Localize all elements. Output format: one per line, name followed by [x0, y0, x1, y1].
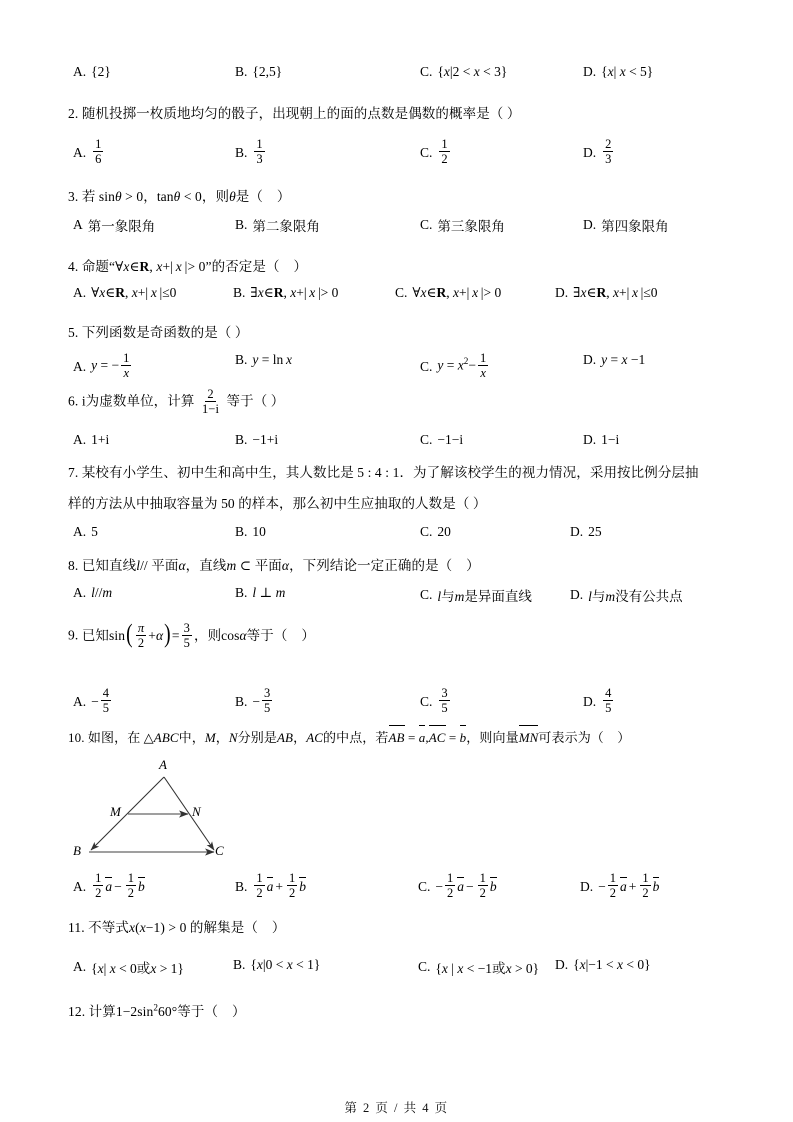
option-d[interactable]: [583, 432, 619, 448]
option-b[interactable]: [235, 138, 267, 167]
option-text: 第四象限角: [601, 219, 669, 234]
option-label: B.: [235, 432, 248, 447]
vector-a: a: [620, 878, 627, 894]
option-d[interactable]: [580, 872, 659, 901]
option-label: C.: [418, 878, 431, 894]
q5-stem: [68, 321, 249, 345]
numerator: 4: [605, 685, 612, 700]
numerator: 2: [207, 386, 214, 401]
option-c[interactable]: [420, 215, 505, 235]
vertex-label-n: N: [192, 804, 201, 819]
q4-stem: [68, 255, 307, 279]
q12-number: 12.: [68, 1004, 86, 1019]
option-text: {x|−1 < x < 0}: [573, 957, 651, 972]
sign-2: −: [466, 878, 474, 894]
numerator: 1: [441, 136, 448, 151]
option-label: C.: [420, 358, 433, 374]
denominator: 6: [95, 151, 102, 166]
denominator: 5: [264, 700, 271, 715]
option-d[interactable]: [583, 352, 645, 368]
option-a[interactable]: [73, 524, 98, 540]
option-text: −1+i: [252, 432, 279, 447]
option-text: {2,5}: [252, 64, 283, 79]
numerator: 3: [441, 685, 448, 700]
option-b[interactable]: [235, 432, 278, 448]
denominator: 2: [289, 885, 296, 900]
q11-number: 11.: [68, 920, 85, 935]
option-text: ∃x∈R, x+| x |> 0: [250, 285, 339, 300]
numerator: 1: [609, 870, 616, 885]
option-sign: −: [252, 693, 261, 709]
option-label: C.: [420, 217, 433, 232]
q4-text: 命题“∀x∈R, x+| x |> 0”的否定是（ ）: [81, 259, 308, 274]
denominator: 2: [127, 885, 134, 900]
option-label: B.: [233, 957, 246, 972]
option-a[interactable]: [73, 872, 145, 901]
q6-fraction: [200, 387, 221, 416]
option-label: C.: [420, 144, 433, 160]
q12-text: 计算$1-2\sin^260^\circ$等于（ ）: [88, 1002, 246, 1019]
fraction-2: [478, 871, 488, 900]
option-text: l//m: [91, 585, 113, 600]
fraction-2: [287, 871, 297, 900]
option-label: B.: [233, 285, 246, 300]
option-label: B.: [235, 217, 248, 232]
numerator: 1: [95, 136, 102, 151]
option-fraction: [439, 137, 449, 166]
option-label: C.: [420, 432, 433, 447]
option-c[interactable]: [420, 585, 532, 605]
option-c[interactable]: [420, 64, 507, 80]
q9-text: 已知sin( $\frac{\pi}{2}$ +α)= $\frac{3}{5}$ ，则cosα等于（ ）: [81, 618, 315, 650]
option-label: A: [73, 217, 83, 232]
option-a[interactable]: [73, 285, 176, 301]
q7-number: 7.: [68, 465, 79, 480]
numerator: 1: [95, 870, 102, 885]
option-text: ∀x∈R, x+| x |≤0: [91, 285, 177, 300]
q6-stem: [68, 388, 284, 417]
option-c[interactable]: [420, 138, 452, 167]
vertex-label-b: B: [73, 843, 81, 858]
option-text: 5: [91, 524, 98, 539]
option-label: A.: [73, 878, 87, 894]
option-label: C.: [420, 693, 433, 709]
option-text: {x|2 < x < 3}: [437, 64, 508, 79]
option-text: {x|0 < x < 1}: [250, 957, 321, 972]
option-label: A.: [73, 358, 87, 374]
denominator: 3: [256, 151, 263, 166]
q5-number: 5.: [68, 325, 79, 340]
option-c[interactable]: [418, 957, 539, 977]
vertex-label-a: A: [159, 757, 167, 772]
option-label: B.: [235, 64, 248, 79]
fraction-1: [93, 871, 103, 900]
q6-number: 6.: [68, 393, 79, 409]
numerator: 1: [447, 870, 454, 885]
vector-a: a: [105, 878, 113, 894]
q10-stem: [68, 727, 630, 750]
option-fraction: [93, 137, 103, 166]
q3-number: 3.: [68, 189, 79, 204]
option-a[interactable]: [73, 585, 112, 601]
q3-stem: [68, 185, 291, 209]
vector-a: a: [266, 878, 274, 894]
fraction-1: [445, 871, 455, 900]
option-c[interactable]: [418, 872, 497, 901]
q3-text: 若 sinθ > 0，tanθ < 0，则θ是（ ）: [81, 189, 291, 204]
option-label: D.: [570, 587, 584, 602]
q7-stem-line1: [68, 461, 699, 485]
fraction-2: [640, 871, 650, 900]
option-d[interactable]: [555, 957, 651, 973]
denominator: 2: [441, 151, 448, 166]
option-fraction: [603, 686, 613, 715]
option-text: ∃x∈R, x+| x |≤0: [573, 285, 658, 300]
numerator: 2: [605, 136, 612, 151]
option-c[interactable]: [420, 352, 490, 381]
option-text: 第二象限角: [252, 219, 320, 234]
option-text: ∀x∈R, x+| x |> 0: [412, 285, 502, 300]
denominator: 2: [447, 885, 454, 900]
option-b[interactable]: [235, 64, 282, 80]
option-label: D.: [583, 432, 597, 447]
option-b[interactable]: [235, 215, 320, 235]
option-a[interactable]: [73, 352, 133, 381]
sign-1: −: [435, 878, 444, 894]
q6-text-pre: i为虚数单位，计算: [81, 393, 195, 409]
vector-a: a: [457, 878, 465, 894]
option-label: C.: [395, 285, 408, 300]
option-fraction: [262, 686, 272, 715]
option-text: 20: [437, 524, 451, 539]
option-text: l与m没有公共点: [588, 589, 683, 604]
sign-2: +: [628, 878, 637, 894]
q2-number: 2.: [68, 106, 79, 121]
denominator: 2: [256, 885, 263, 900]
q5-text: 下列函数是奇函数的是（ ）: [81, 325, 249, 340]
sign-1: −: [598, 878, 606, 894]
option-text: 25: [588, 524, 602, 539]
option-text: {2}: [91, 64, 111, 79]
option-label: C.: [420, 587, 433, 602]
denominator: 2: [609, 885, 616, 900]
option-b[interactable]: [235, 352, 292, 368]
vector-b: b: [652, 878, 660, 894]
option-c[interactable]: [420, 687, 452, 716]
fraction-1: [254, 871, 264, 900]
vector-b: b: [299, 878, 307, 894]
option-label: B.: [235, 585, 248, 600]
option-text: {x | x < −1或x > 0}: [435, 961, 540, 976]
option-text: l与m是异面直线: [437, 589, 532, 604]
option-label: D.: [583, 144, 597, 160]
option-a[interactable]: [73, 64, 111, 80]
q11-stem: [68, 916, 285, 940]
option-label: C.: [420, 524, 433, 539]
triangle-svg: [60, 750, 320, 865]
numerator: 3: [264, 685, 271, 700]
vector-b: b: [489, 878, 497, 894]
option-label: B.: [235, 878, 248, 894]
denominator: 5: [605, 700, 612, 715]
numerator: 1: [642, 870, 649, 885]
option-label: A.: [73, 144, 87, 160]
option-c[interactable]: [420, 524, 451, 540]
option-label: B.: [235, 693, 248, 709]
option-text: {x| x < 0或x > 1}: [91, 961, 184, 976]
option-c[interactable]: [420, 432, 463, 448]
numerator: 4: [102, 685, 109, 700]
option-fraction: [254, 137, 264, 166]
option-d[interactable]: [583, 138, 615, 167]
numerator: 1: [479, 870, 486, 885]
option-text: y = ln x: [252, 352, 292, 367]
fraction-2: [126, 871, 136, 900]
q2-text: 随机投掷一枚质地均匀的骰子，出现朝上的面的点数是偶数的概率是（ ）: [81, 106, 521, 121]
page-footer: 第 2 页 / 共 4 页: [344, 1101, 449, 1115]
option-text: y = x −1: [601, 352, 646, 367]
option-text: −1−i: [437, 432, 464, 447]
option-label: B.: [235, 144, 248, 160]
option-text: $y = x^2-$ $\frac{1}{x}$: [437, 350, 487, 380]
vertex-label-c: C: [215, 843, 224, 858]
option-b[interactable]: [235, 524, 266, 540]
q9-number: 9.: [68, 627, 79, 643]
option-fraction: [439, 686, 449, 715]
q7-stem-line2: [68, 492, 487, 516]
sign-2: +: [275, 878, 284, 894]
option-fraction: [101, 686, 111, 715]
option-label: B.: [235, 352, 248, 367]
option-label: D.: [583, 352, 597, 367]
option-text: 1−i: [601, 432, 620, 447]
numerator: 1: [289, 870, 296, 885]
q11-text: 不等式x(x−1) > 0 的解集是（ ）: [88, 920, 286, 935]
q7-text-cont: 样的方法从中抽取容量为 50 的样本，那么初中生应抽取的人数是（ ）: [68, 496, 487, 511]
option-label: A.: [73, 64, 87, 79]
option-text: y = − $\frac{1}{x}$: [91, 350, 130, 380]
option-label: A.: [73, 285, 87, 300]
option-text: 1+i: [91, 432, 110, 447]
option-d[interactable]: [583, 64, 653, 80]
option-b[interactable]: [233, 285, 338, 301]
option-b[interactable]: [235, 687, 274, 716]
option-d[interactable]: [555, 285, 658, 301]
option-label: D.: [555, 957, 569, 972]
sign-2: −: [114, 878, 122, 894]
option-d[interactable]: [583, 215, 669, 235]
option-a[interactable]: [73, 687, 113, 716]
q9-stem: [68, 618, 315, 651]
option-label: D.: [583, 64, 597, 79]
option-label: C.: [420, 64, 433, 79]
option-text: 10: [252, 524, 266, 539]
option-label: C.: [418, 959, 431, 974]
denominator: 5: [441, 700, 448, 715]
option-label: A.: [73, 524, 87, 539]
q7-text: 某校有小学生、初中生和高中生，其人数比是 5 : 4 : 1．为了解该校学生的视力情况，采用按比例分层抽: [81, 465, 699, 480]
option-text: 第一象限角: [87, 219, 156, 234]
option-label: A.: [73, 432, 87, 447]
option-a[interactable]: [73, 432, 109, 448]
option-sign: −: [91, 693, 99, 709]
option-label: D.: [570, 524, 584, 539]
option-a[interactable]: [73, 138, 105, 167]
triangle-abc-figure: [60, 750, 320, 860]
option-c[interactable]: [395, 285, 501, 301]
option-a[interactable]: [73, 215, 155, 235]
option-b[interactable]: [235, 585, 285, 601]
option-d[interactable]: [583, 687, 615, 716]
denominator: 1−i: [201, 401, 220, 416]
q10-number: 10.: [68, 730, 85, 745]
option-text: l ⊥ m: [252, 585, 286, 600]
option-label: D.: [583, 693, 597, 709]
option-label: A.: [73, 693, 87, 709]
vertex-label-m: M: [110, 804, 121, 819]
option-a[interactable]: [73, 957, 184, 977]
fraction-1: [608, 871, 618, 900]
option-b[interactable]: [233, 957, 320, 973]
option-text: {x| x < 5}: [601, 64, 654, 79]
numerator: 1: [256, 136, 263, 151]
option-fraction: [603, 137, 613, 166]
q10-text: 如图，在 △ABC中，M，N分别是AB，AC的中点，若AB = a,AC = b，则向量MN可表示为（ ）: [88, 730, 630, 745]
option-label: A.: [73, 585, 87, 600]
vector-b: b: [138, 878, 145, 894]
numerator: 1: [256, 870, 263, 885]
option-b[interactable]: [235, 872, 306, 901]
denominator: 2: [479, 885, 486, 900]
q8-stem: [68, 554, 480, 578]
denominator: 3: [605, 151, 612, 166]
option-d[interactable]: [570, 585, 683, 605]
option-text: 第三象限角: [437, 219, 505, 234]
denominator: 5: [102, 700, 109, 715]
option-label: D.: [580, 878, 594, 894]
q8-text: 已知直线l// 平面α，直线m ⊂ 平面α，下列结论一定正确的是（ ）: [81, 558, 480, 573]
q2-stem: [68, 102, 521, 126]
option-d[interactable]: [570, 524, 602, 540]
q12-stem: [68, 1000, 246, 1024]
q8-number: 8.: [68, 558, 79, 573]
option-label: B.: [235, 524, 248, 539]
numerator: 1: [127, 870, 134, 885]
option-label: A.: [73, 959, 87, 974]
denominator: 2: [95, 885, 102, 900]
denominator: 2: [642, 885, 649, 900]
q6-text-post: 等于（ ）: [226, 393, 285, 409]
option-label: D.: [555, 285, 569, 300]
q4-number: 4.: [68, 259, 79, 274]
option-label: D.: [583, 217, 597, 232]
